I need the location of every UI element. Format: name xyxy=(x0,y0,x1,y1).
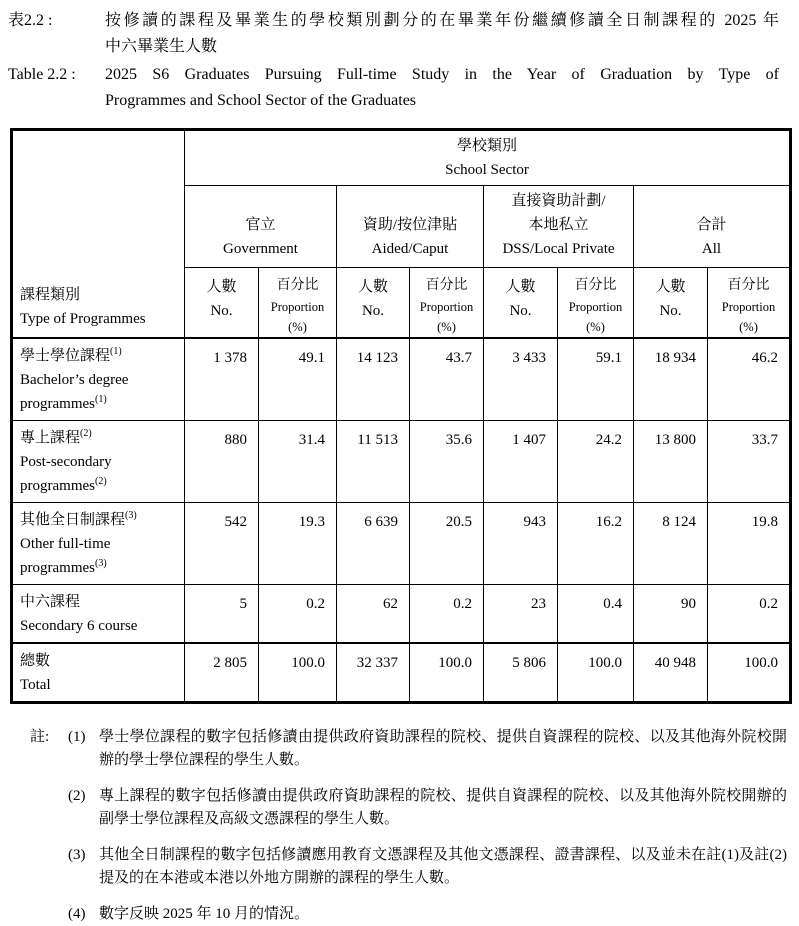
cell-value: 13 800 xyxy=(634,421,708,503)
note-text: 專上課程的數字包括修讀由提供政府資助課程的院校、提供自資課程的院校、以及其他海外院校開辦的副學士學位課程及高級文憑課程的學生人數。 xyxy=(99,788,787,827)
subheader-no-dss: 人數 No. xyxy=(484,268,558,339)
sector-all-en: All xyxy=(701,241,722,257)
subheader-proportion-all: 百分比 Proportion (%) xyxy=(708,268,791,339)
cell-value: 14 123 xyxy=(337,338,410,421)
note-text: 學士學位課程的數字包括修讀由提供政府資助課程的院校、提供自資課程的院校、以及其他海外院校開辦的學士學位課程的學生人數。 xyxy=(99,729,787,768)
title-zh-line1: 按修讀的課程及畢業生的學校類別劃分的在畢業年份繼續修讀全日制課程的 2025 年 xyxy=(105,12,779,29)
cell-value: 0.4 xyxy=(558,585,634,644)
cell-value: 943 xyxy=(484,503,558,585)
cell-value: 32 337 xyxy=(337,643,410,703)
cell-value: 19.8 xyxy=(708,503,791,585)
note-item-2 xyxy=(30,785,787,831)
cell-value: 40 948 xyxy=(634,643,708,703)
notes-label: 註: xyxy=(30,729,50,745)
cell-value: 0.2 xyxy=(708,585,791,644)
cell-value: 6 639 xyxy=(337,503,410,585)
note-number: (4) xyxy=(68,906,86,922)
sector-government-zh: 官立 xyxy=(245,217,276,233)
school-sector-header xyxy=(185,130,791,186)
school-sector-en: School Sector xyxy=(445,162,529,178)
cell-value: 5 806 xyxy=(484,643,558,703)
note-number: (2) xyxy=(68,788,86,804)
title-en xyxy=(8,62,789,114)
subheader-no-government: 人數 No. xyxy=(185,268,259,339)
cell-value: 2 805 xyxy=(185,643,259,703)
sector-government xyxy=(185,186,337,268)
note-number: (1) xyxy=(68,729,86,745)
cell-value: 33.7 xyxy=(708,421,791,503)
cell-value: 31.4 xyxy=(259,421,337,503)
note-number: (3) xyxy=(68,847,86,863)
sector-aided-en: Aided/Caput xyxy=(371,241,449,257)
table-row-secondary6 xyxy=(12,585,791,644)
subheader-no-aided: 人數 No. xyxy=(337,268,410,339)
cell-value: 3 433 xyxy=(484,338,558,421)
table-row-other-full-time xyxy=(12,503,791,585)
cell-value: 11 513 xyxy=(337,421,410,503)
sector-dss-zh1: 直接資助計劃/ xyxy=(511,193,606,209)
cell-value: 100.0 xyxy=(558,643,634,703)
title-zh xyxy=(8,8,789,60)
row-label-other-full-time: 其他全日制課程$^{(3)}$ Other full-time programmes$^{(3)}$ xyxy=(12,503,185,585)
cell-value: 24.2 xyxy=(558,421,634,503)
cell-value: 8 124 xyxy=(634,503,708,585)
cell-value: 100.0 xyxy=(410,643,484,703)
corner-header xyxy=(12,130,185,339)
title-zh-line2: 中六畢業生人數 xyxy=(105,38,218,55)
cell-value: 542 xyxy=(185,503,259,585)
corner-header-en: Type of Programmes xyxy=(20,311,146,327)
notes-section xyxy=(30,726,787,926)
sector-aided-zh: 資助/按位津貼 xyxy=(362,217,458,233)
row-label-total: 總數 Total xyxy=(12,643,185,703)
note-text: 其他全日制課程的數字包括修讀應用教育文憑課程及其他文憑課程、證書課程、以及並未在註(1)及註(2)提及的在本港或本港以外地方開辦的課程的學生人數。 xyxy=(99,847,787,886)
cell-value: 35.6 xyxy=(410,421,484,503)
cell-value: 5 xyxy=(185,585,259,644)
corner-header-zh: 課程類別 xyxy=(20,287,81,303)
cell-value: 59.1 xyxy=(558,338,634,421)
cell-value: 19.3 xyxy=(259,503,337,585)
subheader-proportion-government: 百分比 Proportion (%) xyxy=(259,268,337,339)
cell-value: 880 xyxy=(185,421,259,503)
note-item-4 xyxy=(30,903,787,926)
title-en-label: Table 2.2 : xyxy=(8,66,76,83)
cell-value: 100.0 xyxy=(259,643,337,703)
cell-value: 1 407 xyxy=(484,421,558,503)
sector-dss-en: DSS/Local Private xyxy=(502,241,615,257)
title-block xyxy=(0,0,799,114)
row-label-bachelors: 學士學位課程$^{(1)}$ Bachelor’s degree programmes$^{(1)}$ xyxy=(12,338,185,421)
title-zh-label: 表2.2 : xyxy=(8,12,53,29)
sector-all xyxy=(634,186,791,268)
cell-value: 46.2 xyxy=(708,338,791,421)
sector-aided-caput xyxy=(337,186,484,268)
table-row-total xyxy=(12,643,791,703)
cell-value: 49.1 xyxy=(259,338,337,421)
sector-dss-local-private xyxy=(484,186,634,268)
cell-value: 23 xyxy=(484,585,558,644)
cell-value: 62 xyxy=(337,585,410,644)
subheader-no-all: 人數 No. xyxy=(634,268,708,339)
subheader-proportion-aided: 百分比 Proportion (%) xyxy=(410,268,484,339)
sector-government-en: Government xyxy=(223,241,298,257)
note-text: 數字反映 2025 年 10 月的情況。 xyxy=(99,906,310,922)
cell-value: 0.2 xyxy=(410,585,484,644)
note-item-1 xyxy=(30,726,787,772)
title-en-line2: Programmes and School Sector of the Graduates xyxy=(105,92,417,109)
statistics-table xyxy=(10,128,792,704)
cell-value: 43.7 xyxy=(410,338,484,421)
cell-value: 20.5 xyxy=(410,503,484,585)
cell-value: 100.0 xyxy=(708,643,791,703)
row-label-post-secondary: 專上課程$^{(2)}$ Post-secondary programmes$^{(2)}$ xyxy=(12,421,185,503)
row-label-secondary6: 中六課程 Secondary 6 course xyxy=(12,585,185,644)
table-row-post-secondary xyxy=(12,421,791,503)
subheader-proportion-dss: 百分比 Proportion (%) xyxy=(558,268,634,339)
sector-dss-zh2: 本地私立 xyxy=(528,217,589,233)
note-item-3 xyxy=(30,844,787,890)
sector-all-zh: 合計 xyxy=(696,217,727,233)
cell-value: 0.2 xyxy=(259,585,337,644)
title-en-line1: 2025 S6 Graduates Pursuing Full-time Study in the Year of Graduation by Type of xyxy=(105,66,779,83)
cell-value: 1 378 xyxy=(185,338,259,421)
school-sector-zh: 學校類別 xyxy=(456,138,517,154)
cell-value: 16.2 xyxy=(558,503,634,585)
cell-value: 18 934 xyxy=(634,338,708,421)
cell-value: 90 xyxy=(634,585,708,644)
table-row-bachelors xyxy=(12,338,791,421)
